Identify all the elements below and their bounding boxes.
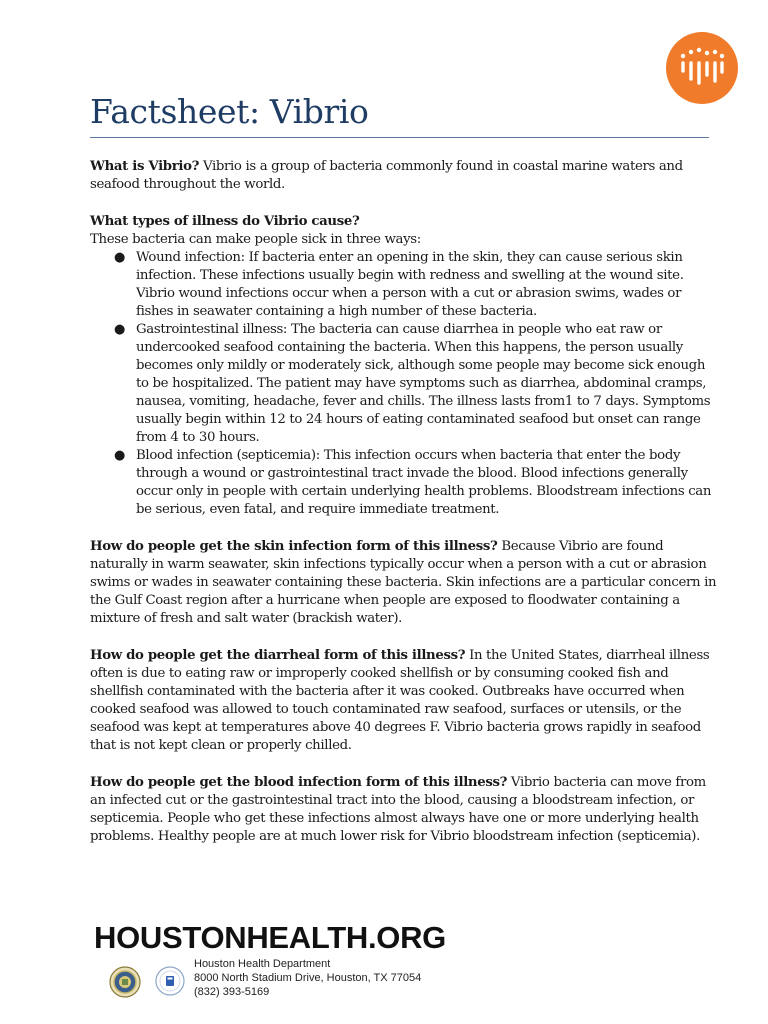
- list-item-text: Wound infection: If bacteria enter an opening in the skin, they can cause serious skin infection. These infections usually begin with redness and swelling at the wound site. Vibrio wound infections occur when a person with a cut or abrasion swims, wades or fishes in seawater containing a high number of these bacteria.: [136, 250, 684, 319]
- department-address: 8000 North Stadium Drive, Houston, TX 77054: [194, 972, 422, 984]
- bullet-icon: ●: [114, 448, 125, 463]
- blood-paragraph: [90, 774, 720, 846]
- department-name: Houston Health Department: [194, 958, 331, 970]
- what-is-paragraph: [90, 158, 720, 194]
- diarrheal-heading: How do people get the diarrheal form of this illness?: [90, 648, 466, 663]
- department-phone: (832) 393-5169: [194, 986, 270, 998]
- diarrheal-text: In the United States, diarrheal illness often is due to eating raw or improperly cooked shellfish or by consuming cooked fish and shellfish contaminated with the bacteria after it was cooked. Outbreaks have occurred when cooked seafood was allowed to touch contaminated raw seafood, surfaces or utensils, or the seafood was kept at temperatures above 40 degrees F. Vibrio bacteria grows rapidly in seafood that is not kept clean or properly chilled.: [90, 648, 710, 753]
- footer-website[interactable]: HOUSTONHEALTH.ORG: [94, 920, 446, 955]
- diarrheal-paragraph: [90, 647, 720, 755]
- types-heading: [90, 213, 720, 231]
- factsheet-body: [90, 158, 720, 846]
- list-item: [90, 447, 720, 519]
- waveform-bars-icon: [666, 32, 738, 104]
- list-item: [90, 249, 720, 321]
- footer-contact: [194, 957, 421, 999]
- illness-types-list: [90, 249, 720, 519]
- types-heading-text: What types of illness do Vibrio cause?: [90, 214, 360, 229]
- bullet-icon: ●: [114, 250, 125, 265]
- list-item-text: Blood infection (septicemia): This infection occurs when bacteria that enter the body through a wound or gastrointestinal tract invade the blood. Blood infections generally occur only in people with certain underlying health problems. Bloodstream infections can be serious, even fatal, and require immediate treatment.: [136, 448, 712, 517]
- list-item-text: Gastrointestinal illness: The bacteria can cause diarrhea in people who eat raw or undercooked seafood containing the bacteria. When this happens, the person usually becomes only mildly or moderately sick, although some people may become sick enough to be hospitalized. The patient may have symptoms such as diarrhea, abdominal cramps, nausea, vomiting, headache, fever and chills. The illness lasts from1 to 7 days. Symptoms usually begin within 12 to 24 hours of eating contaminated seafood but onset can range from 4 to 30 hours.: [136, 322, 711, 445]
- what-is-heading: What is Vibrio?: [90, 159, 200, 174]
- skin-text: Because Vibrio are found naturally in warm seawater, skin infections typically occur when a person with a cut or abrasion swims or wades in seawater containing these bacteria. Skin infections are a particular concern in the Gulf Coast region after a hurricane when people are exposed to floodwater containing a mixture of fresh and salt water (brackish water).: [90, 539, 717, 626]
- page-title: Factsheet: Vibrio: [90, 92, 369, 131]
- skin-paragraph: [90, 538, 720, 628]
- city-seal-icon: [109, 966, 141, 998]
- blood-text: Vibrio bacteria can move from an infected cut or the gastrointestinal tract into the blood, causing a bloodstream infection, or septicemia. People who get these infections almost always have one or more underlying health problems. Healthy people are at much lower risk for Vibrio bloodstream infection (septicemia).: [90, 775, 706, 844]
- what-is-text: Vibrio is a group of bacteria commonly found in coastal marine waters and seafood throughout the world.: [90, 159, 683, 192]
- health-department-seal-icon: [155, 966, 185, 996]
- list-item: [90, 321, 720, 447]
- blood-heading: How do people get the blood infection form of this illness?: [90, 775, 508, 790]
- bullet-icon: ●: [114, 322, 125, 337]
- types-intro: These bacteria can make people sick in three ways:: [90, 232, 421, 247]
- skin-heading: How do people get the skin infection form of this illness?: [90, 539, 498, 554]
- title-divider: [90, 137, 709, 138]
